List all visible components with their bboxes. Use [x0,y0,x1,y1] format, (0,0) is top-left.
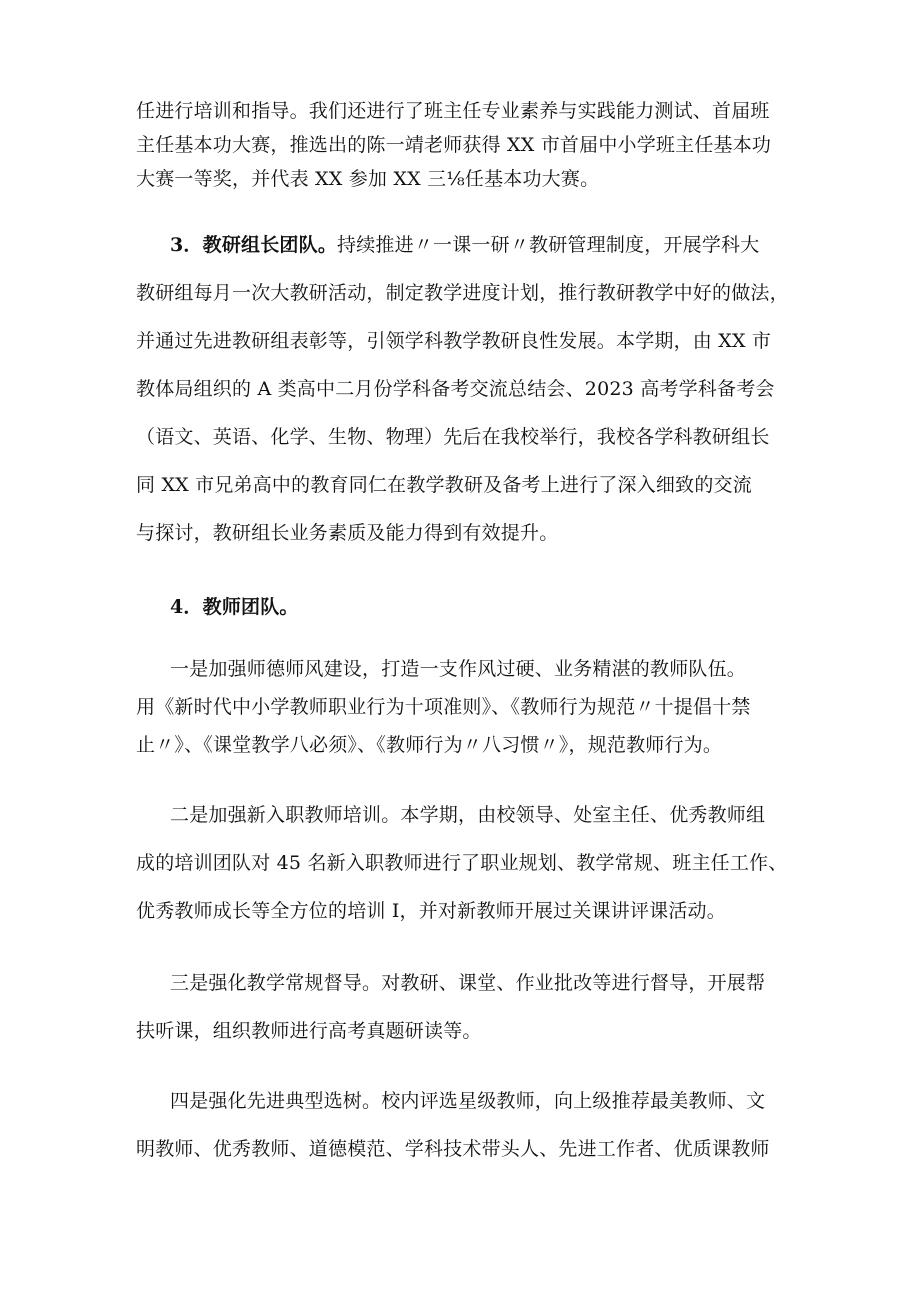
text-line: 成的培训团队对 45 名新入职教师进行了职业规划、教学常规、班主任工作、 [136,852,788,874]
text-line: 优秀教师成长等全方位的培训 I，并对新教师开展过关课讲评课活动。 [136,900,726,922]
text-line: 持续推进〃一课一研〃教研管理制度，开展学科大 [337,234,760,256]
text-line: 并通过先进教研组表彰等，引领学科教学教研良性发展。本学期，由 XX 市 [136,330,772,352]
text-line: 与探讨，教研组长业务素质及能力得到有效提升。 [136,522,559,544]
section-3-first-line [170,232,759,258]
text-line: 扶听课，组织教师进行高考真题研读等。 [136,1020,482,1042]
text-line: 教研组每月一次大教研活动，制定教学进度计划，推行教研教学中好的做法， [136,282,789,304]
text-line: 任进行培训和指导。我们还进行了班主任专业素养与实践能力测试、首届班 [136,100,770,122]
text-line: 教体局组织的 A 类高中二月份学科备考交流总结会、2023 高考学科备考会 [136,378,775,400]
text-line: 主任基本功大赛，推选出的陈一靖老师获得 XX 市首届中小学班主任基本功 [136,134,772,156]
section-3-title: ．教研组长团队。 [183,234,338,256]
text-line: 止〃》、《课堂教学八必须》、《教师行为〃八习惯〃》，规范教师行为。 [136,734,723,756]
section-3-number: 3 [170,234,184,256]
text-line: 明教师、优秀教师、道德模范、学科技术带头人、先进工作者、优质课教师 [136,1138,770,1160]
text-line: 三是强化教学常规督导。对教研、课堂、作业批改等进行督导，开展帮 [170,972,766,994]
section-4-heading [170,594,299,620]
text-line: 同 XX 市兄弟高中的教育同仁在教学教研及备考上进行了深入细致的交流 [136,474,752,496]
text-line: 用《新时代中小学教师职业行为十项准则》、《教师行为规范〃十提倡十禁 [136,696,751,718]
section-3-heading [170,234,337,256]
section-4-title: ．教师团队。 [183,596,299,618]
section-4-number: 4 [170,596,184,618]
text-line: （语文、英语、化学、生物、物理）先后在我校举行，我校各学科教研组长 [136,426,770,448]
text-line: 四是强化先进典型选树。校内评选星级教师，向上级推荐最美教师、文 [170,1090,766,1112]
text-line: 一是加强师德师风建设，打造一支作风过硬、业务精湛的教师队伍。 [170,658,747,680]
text-line: 二是加强新入职教师培训。本学期，由校领导、处室主任、优秀教师组 [170,804,766,826]
text-line: 大赛一等奖，并代表 XX 参加 XX 三⅛任基本功大赛。 [136,168,600,190]
